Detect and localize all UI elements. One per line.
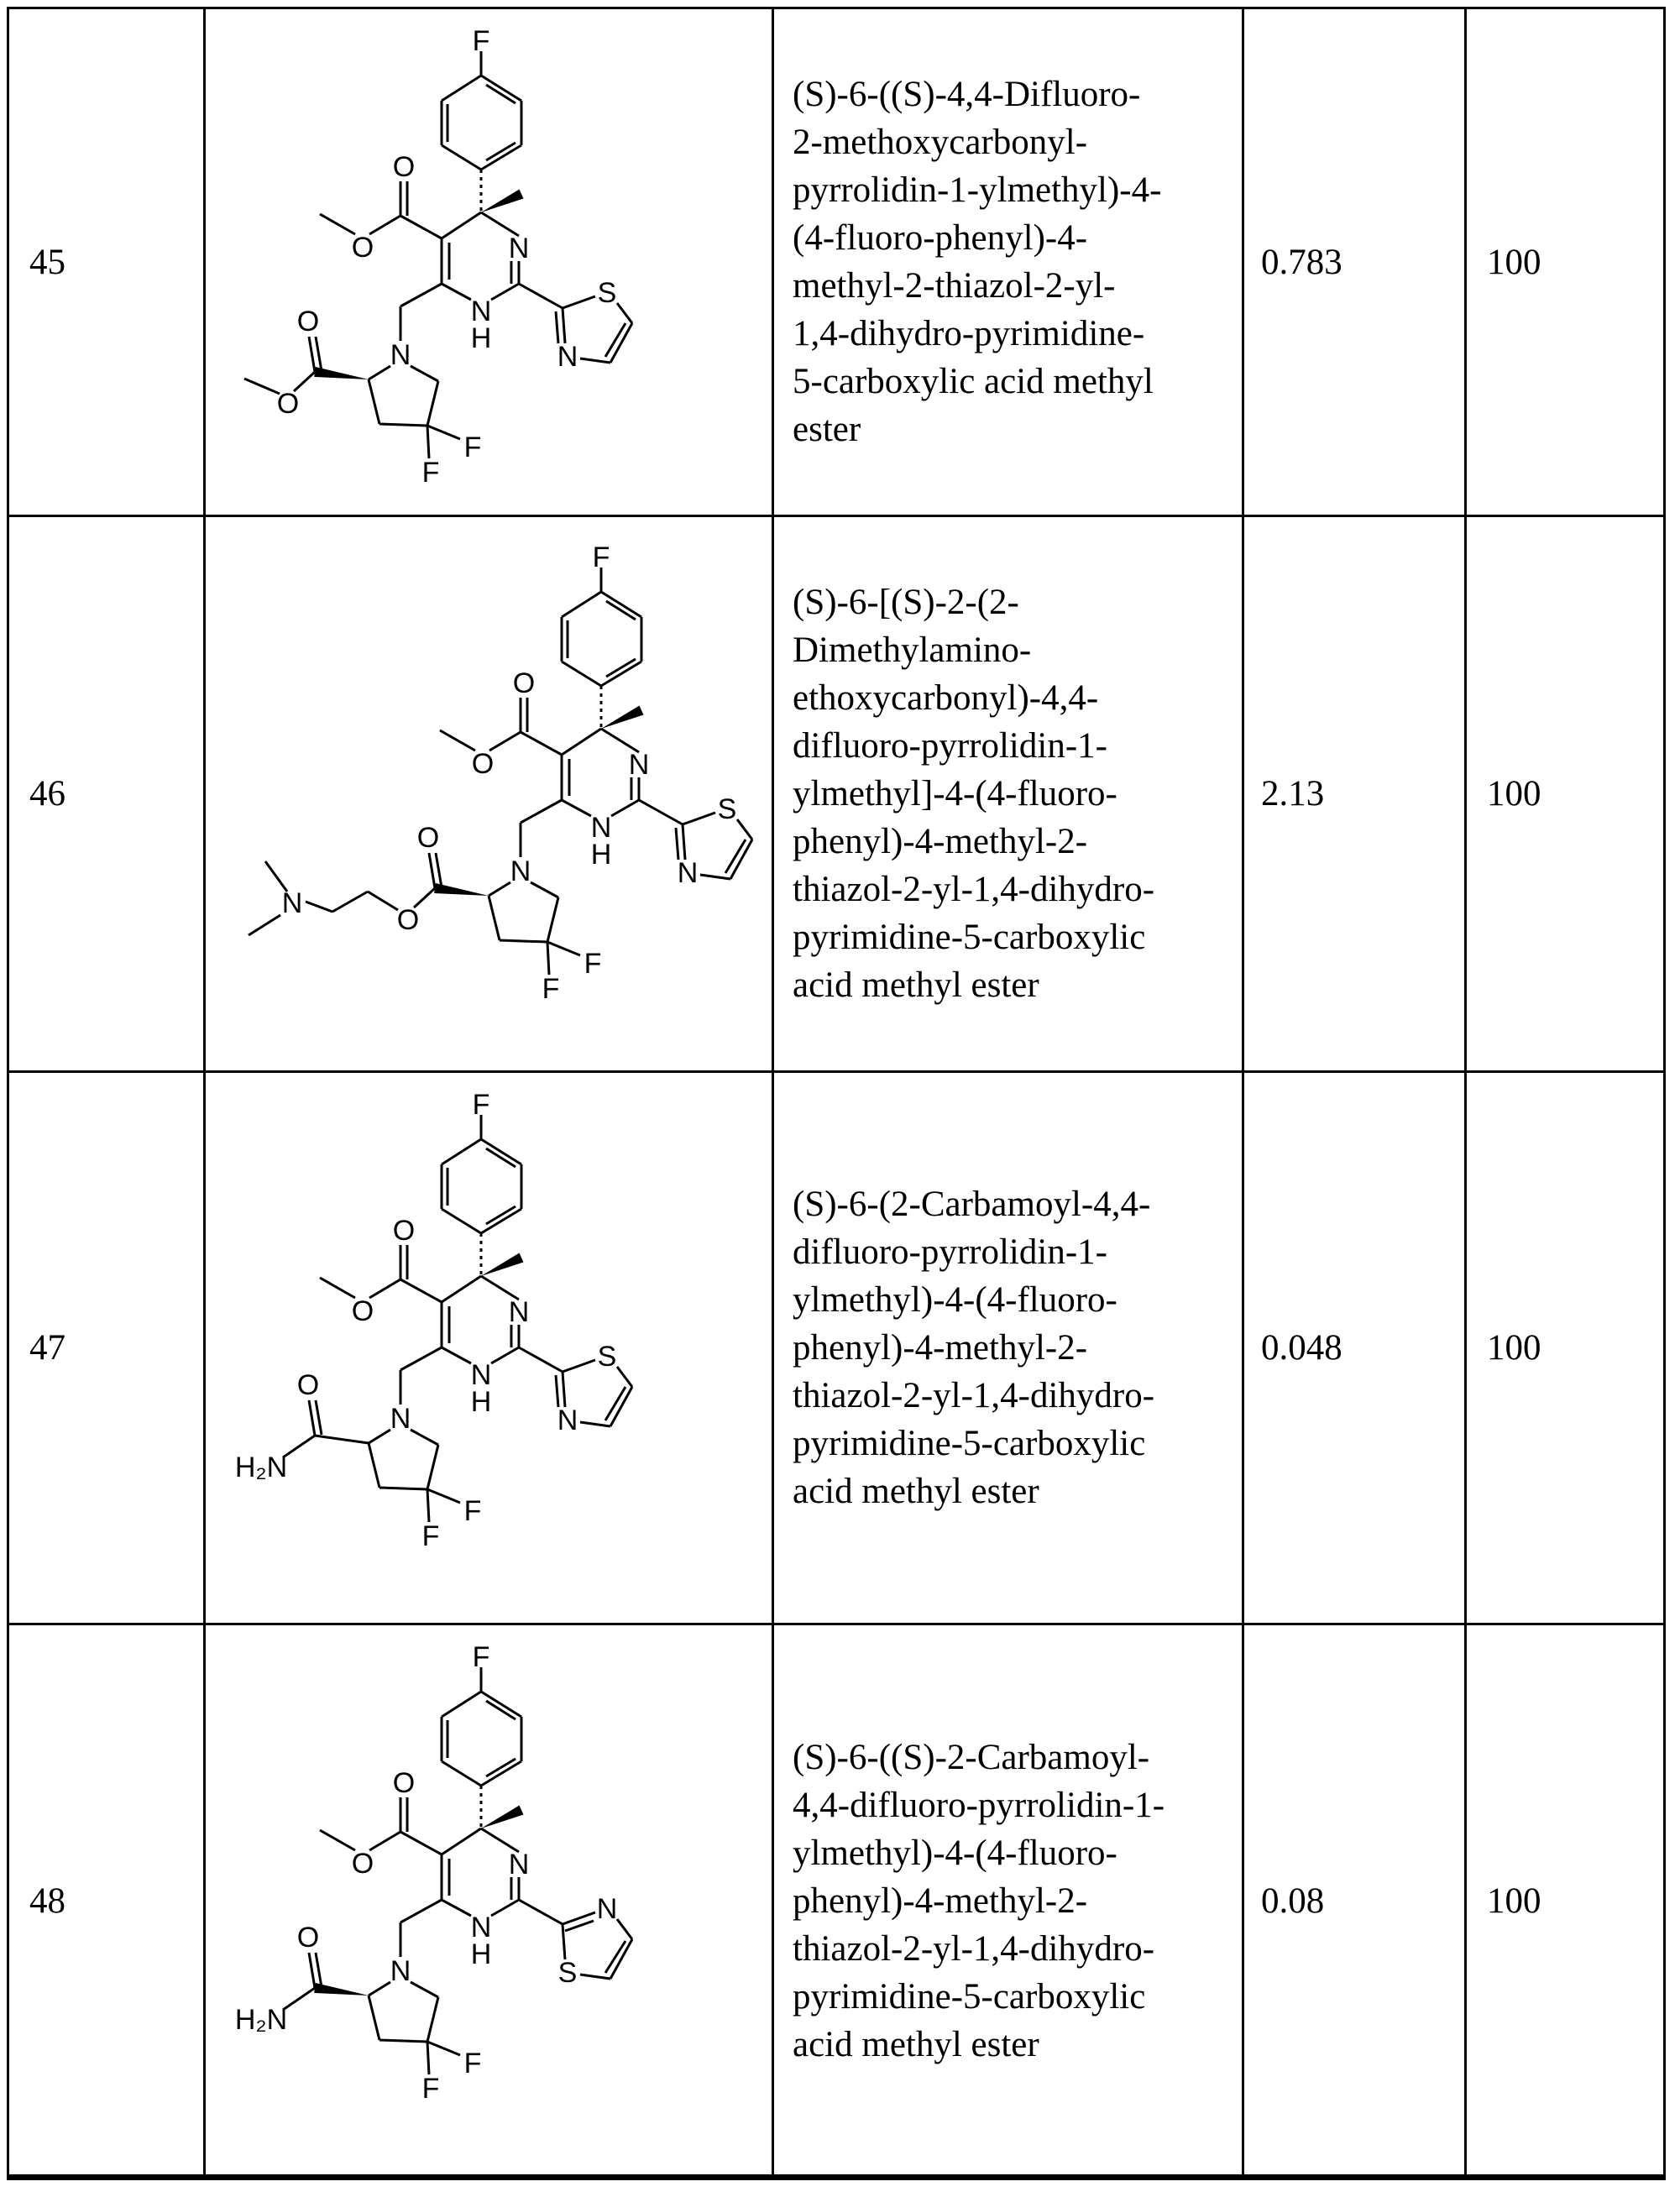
compound-number-cell (9, 1073, 206, 1623)
activity-value-cell (1244, 1625, 1467, 2176)
bond (617, 1367, 632, 1387)
bond (442, 1761, 481, 1786)
oxygen-atom: O (277, 388, 299, 420)
fluorine-atom: F (584, 948, 602, 980)
bond (442, 145, 481, 170)
table-row (9, 1625, 1663, 2176)
bond (489, 882, 510, 896)
oxygen-atom: O (397, 904, 419, 936)
bond (369, 216, 400, 234)
compound-name-line: ylmethyl)-4-(4-fluoro- (793, 1829, 1164, 1877)
fluorine-atom: F (422, 2073, 440, 2105)
bond (320, 214, 355, 234)
fluorine-atom: F (464, 2048, 482, 2079)
compound-name-line: phenyl)-4-methyl-2- (793, 1877, 1164, 1925)
compound-name-line: (S)-6-((S)-4,4-Difluoro- (793, 71, 1161, 118)
nitrogen-atom: N (509, 1296, 530, 1328)
percent-cell (1467, 517, 1663, 1070)
bond (427, 426, 429, 458)
bond (306, 902, 332, 912)
bond (580, 358, 610, 363)
compound-table (7, 7, 1666, 2180)
nitrogen-atom: N (471, 296, 492, 327)
compound-name-cell (774, 1073, 1244, 1623)
wedge-bond (481, 1806, 523, 1828)
bond (442, 1828, 481, 1854)
percent-value: 100 (1487, 1324, 1541, 1372)
bond (369, 1443, 379, 1488)
nitrogen-atom: N (591, 812, 612, 844)
oxygen-atom: O (417, 822, 439, 854)
chemical-structure (206, 1073, 774, 1627)
bond (521, 800, 562, 823)
bond (442, 1139, 481, 1164)
bond (369, 1996, 379, 2040)
bond (320, 1278, 355, 1298)
compound-name-line: thiazol-2-yl-1,4-dihydro- (793, 1372, 1154, 1420)
nitrogen-atom: N (629, 749, 650, 781)
bond (562, 592, 601, 617)
bond (562, 662, 601, 686)
bond (489, 896, 500, 940)
activity-value: 2.13 (1261, 770, 1324, 818)
nitrogen-atom: N (509, 233, 530, 264)
bond (442, 284, 471, 300)
nitrogen-atom: N (557, 341, 578, 373)
wedge-bond (481, 1253, 523, 1276)
bond (442, 1900, 471, 1916)
bond (683, 824, 685, 860)
oxygen-atom: O (472, 748, 494, 780)
nitrogen-atom: N (390, 339, 411, 371)
bond (427, 1445, 438, 1489)
compound-name (793, 1734, 1164, 2069)
bond (400, 1347, 442, 1370)
bond (309, 1400, 315, 1436)
oxygen-atom: O (297, 1922, 319, 1954)
compound-name (793, 1180, 1154, 1515)
compound-name-line: (S)-6-((S)-2-Carbamoyl- (793, 1734, 1164, 1781)
percent-cell (1467, 1073, 1663, 1623)
bond (315, 1436, 369, 1443)
compound-name-line: acid methyl ester (793, 1467, 1154, 1515)
bond (442, 76, 481, 101)
nitrogen-atom: N (390, 1403, 411, 1435)
structure-cell (206, 1625, 774, 2176)
bond (563, 1360, 595, 1372)
chemical-structure (206, 9, 774, 563)
bond (556, 1375, 558, 1407)
bond (442, 1692, 481, 1717)
compound-number: 46 (29, 770, 65, 818)
compound-name-cell (774, 9, 1244, 515)
compound-name-line: pyrimidine-5-carboxylic (793, 913, 1154, 961)
bond (639, 800, 683, 824)
bond (379, 2040, 427, 2042)
bond (244, 379, 280, 394)
bond (427, 2042, 429, 2074)
compound-name-line: (S)-6-(2-Carbamoyl-4,4- (793, 1180, 1154, 1228)
fluorine-atom: F (464, 1495, 482, 1527)
compound-name-line: pyrimidine-5-carboxylic (793, 1973, 1164, 2021)
sulfur-atom: S (718, 793, 737, 825)
bond (547, 897, 558, 942)
bond (601, 662, 641, 686)
compound-name-line: difluoro-pyrrolidin-1- (793, 722, 1154, 770)
bond (369, 1982, 390, 1996)
bond (411, 1430, 438, 1445)
compound-name-cell (774, 517, 1244, 1070)
oxygen-atom: O (297, 306, 319, 337)
bond (316, 337, 322, 371)
bond (332, 892, 368, 912)
oxygen-atom: O (393, 1767, 415, 1799)
fluorine-atom: F (593, 541, 610, 573)
compound-name-line: 5-carboxylic acid methyl (793, 358, 1161, 405)
compound-number-cell (9, 9, 206, 515)
compound-name (793, 578, 1154, 1009)
bond (283, 1436, 315, 1457)
compound-name-line: (4-fluoro-phenyl)-4- (793, 214, 1161, 262)
bond (617, 1919, 632, 1939)
hydrogen-atom: H (471, 1386, 492, 1418)
bond (379, 424, 427, 426)
compound-name-line: acid methyl ester (793, 961, 1154, 1009)
bond (369, 1430, 390, 1443)
bond (521, 732, 562, 755)
chemical-structure (206, 526, 774, 1080)
bond (481, 1761, 521, 1786)
fluorine-atom: F (542, 973, 560, 1005)
fluorine-atom: F (473, 1641, 490, 1673)
bond (737, 819, 752, 840)
oxygen-atom: O (352, 1295, 374, 1327)
bond (400, 1279, 442, 1302)
percent-value: 100 (1487, 770, 1541, 818)
oxygen-atom: O (352, 232, 374, 264)
bond (369, 366, 390, 379)
activity-value: 0.048 (1261, 1324, 1342, 1372)
bond (429, 853, 435, 888)
nitrogen-atom: N (509, 1849, 530, 1881)
bond (700, 875, 730, 879)
oxygen-atom: O (393, 1215, 415, 1247)
table-row (9, 517, 1663, 1073)
bond (427, 1997, 438, 2042)
fluorine-atom: F (473, 25, 490, 57)
structure-cell (206, 1073, 774, 1623)
bond (562, 729, 601, 755)
bond (411, 366, 438, 381)
bond (563, 296, 595, 308)
hydrogen-atom: H (471, 322, 492, 354)
bond (442, 1347, 471, 1363)
fluorine-atom: F (422, 457, 440, 489)
nitrogen-atom: N (678, 857, 699, 889)
compound-name-line: difluoro-pyrrolidin-1- (793, 1228, 1154, 1276)
compound-number: 47 (29, 1324, 65, 1372)
bond (519, 284, 563, 308)
bond (427, 426, 460, 439)
percent-cell (1467, 1625, 1663, 2176)
compound-name-line: acid methyl ester (793, 2021, 1164, 2069)
bond (491, 284, 519, 300)
bond (563, 308, 565, 343)
activity-value-cell (1244, 9, 1467, 515)
bond (427, 381, 438, 426)
bond (562, 800, 591, 816)
compound-name-line: 2-methoxycarbonyl- (793, 118, 1161, 166)
table-row (9, 9, 1663, 517)
bond (316, 1400, 322, 1435)
fluorine-atom: F (473, 1089, 490, 1121)
nitrogen-atom: N (557, 1405, 578, 1436)
bond (369, 1832, 400, 1850)
bond (400, 284, 442, 306)
activity-value-cell (1244, 1073, 1467, 1623)
chemical-structure (206, 1625, 774, 2179)
oxygen-atom: O (297, 1369, 319, 1401)
bond (320, 1830, 355, 1850)
hydrogen-atom: H (471, 1938, 492, 1970)
oxygen-atom: O (352, 1848, 374, 1880)
compound-name-cell (774, 1625, 1244, 2176)
compound-name-line: phenyl)-4-methyl-2- (793, 1324, 1154, 1372)
compound-name-line: thiazol-2-yl-1,4-dihydro- (793, 866, 1154, 913)
bond (283, 1988, 315, 2010)
compound-name-line: 4,4-difluoro-pyrrolidin-1- (793, 1781, 1164, 1829)
activity-value: 0.783 (1261, 238, 1342, 286)
bond (442, 1209, 481, 1233)
compound-name-line: ethoxycarbonyl)-4,4- (793, 674, 1154, 722)
bond (547, 942, 580, 955)
bond (442, 212, 481, 238)
bond (491, 1347, 519, 1363)
oxygen-atom: O (393, 151, 415, 183)
bond (442, 1276, 481, 1302)
bond (369, 379, 379, 424)
bond (481, 1692, 521, 1717)
bond (563, 1924, 565, 1959)
bond (547, 942, 549, 975)
amine-group: H₂N (235, 1452, 287, 1483)
compound-name-line: ylmethyl)-4-(4-fluoro- (793, 1276, 1154, 1324)
table-row (9, 1073, 1663, 1625)
nitrogen-atom: N (282, 887, 303, 919)
nitrogen-atom: N (471, 1359, 492, 1391)
compound-name-line: (S)-6-[(S)-2-(2- (793, 578, 1154, 626)
compound-number: 45 (29, 238, 65, 286)
wedge-bond (601, 706, 643, 729)
bond (601, 592, 641, 617)
compound-number-cell (9, 517, 206, 1070)
fluorine-atom: F (464, 432, 482, 463)
bond (563, 1372, 565, 1407)
bond (481, 76, 521, 101)
bond (580, 1975, 610, 1979)
sulfur-atom: S (558, 1957, 578, 1989)
bond (676, 828, 678, 860)
bond (481, 1209, 521, 1233)
bond (436, 853, 442, 887)
compound-name-line: pyrimidine-5-carboxylic (793, 1420, 1154, 1467)
amine-group: H₂N (235, 2004, 287, 2036)
bond (368, 892, 398, 910)
compound-name-line: methyl-2-thiazol-2-yl- (793, 262, 1161, 310)
bond (249, 915, 280, 935)
percent-value: 100 (1487, 1877, 1541, 1925)
bond (556, 311, 558, 343)
compound-name (793, 71, 1161, 453)
bond (411, 1982, 438, 1997)
percent-value: 100 (1487, 238, 1541, 286)
bond (580, 1422, 610, 1426)
bond (309, 337, 315, 372)
bond (400, 216, 442, 238)
compound-name-line: ylmethyl]-4-(4-fluoro- (793, 770, 1154, 818)
sulfur-atom: S (598, 277, 617, 309)
structure-cell (206, 9, 774, 515)
bond (440, 730, 475, 751)
compound-name-line: phenyl)-4-methyl-2- (793, 818, 1154, 866)
nitrogen-atom: N (597, 1893, 618, 1925)
oxygen-atom: O (513, 667, 535, 699)
fluorine-atom: F (422, 1520, 440, 1552)
compound-name-line: pyrrolidin-1-ylmethyl)-4- (793, 166, 1161, 214)
bond (309, 1953, 315, 1988)
bond (611, 800, 639, 816)
bond (400, 1900, 442, 1922)
nitrogen-atom: N (390, 1955, 411, 1987)
bond (316, 1953, 322, 1987)
bond (481, 1139, 521, 1164)
activity-value: 0.08 (1261, 1877, 1324, 1925)
compound-name-line: Dimethylamino- (793, 626, 1154, 674)
percent-cell (1467, 9, 1663, 515)
compound-name-line: thiazol-2-yl-1,4-dihydro- (793, 1925, 1164, 1973)
bond (400, 1832, 442, 1854)
bond (519, 1900, 563, 1924)
compound-name-line: 1,4-dihydro-pyrimidine- (793, 310, 1161, 358)
structure-cell (206, 517, 774, 1070)
bond (427, 1489, 429, 1522)
nitrogen-atom: N (471, 1912, 492, 1943)
sulfur-atom: S (598, 1341, 617, 1373)
wedge-bond (481, 190, 523, 212)
bond (519, 1347, 563, 1372)
compound-name-line: ester (793, 405, 1161, 453)
bond (427, 1489, 460, 1503)
bond (427, 2042, 460, 2055)
compound-number-cell (9, 1625, 206, 2176)
bond (500, 940, 547, 942)
bond (489, 732, 521, 751)
bond (491, 1900, 519, 1916)
activity-value-cell (1244, 517, 1467, 1070)
bond (683, 813, 715, 824)
bond (531, 882, 558, 897)
bond (617, 303, 632, 323)
hydrogen-atom: H (591, 839, 612, 871)
bond (481, 145, 521, 170)
bond (369, 1279, 400, 1298)
nitrogen-atom: N (510, 855, 531, 887)
bond (379, 1488, 427, 1489)
compound-number: 48 (29, 1877, 65, 1925)
